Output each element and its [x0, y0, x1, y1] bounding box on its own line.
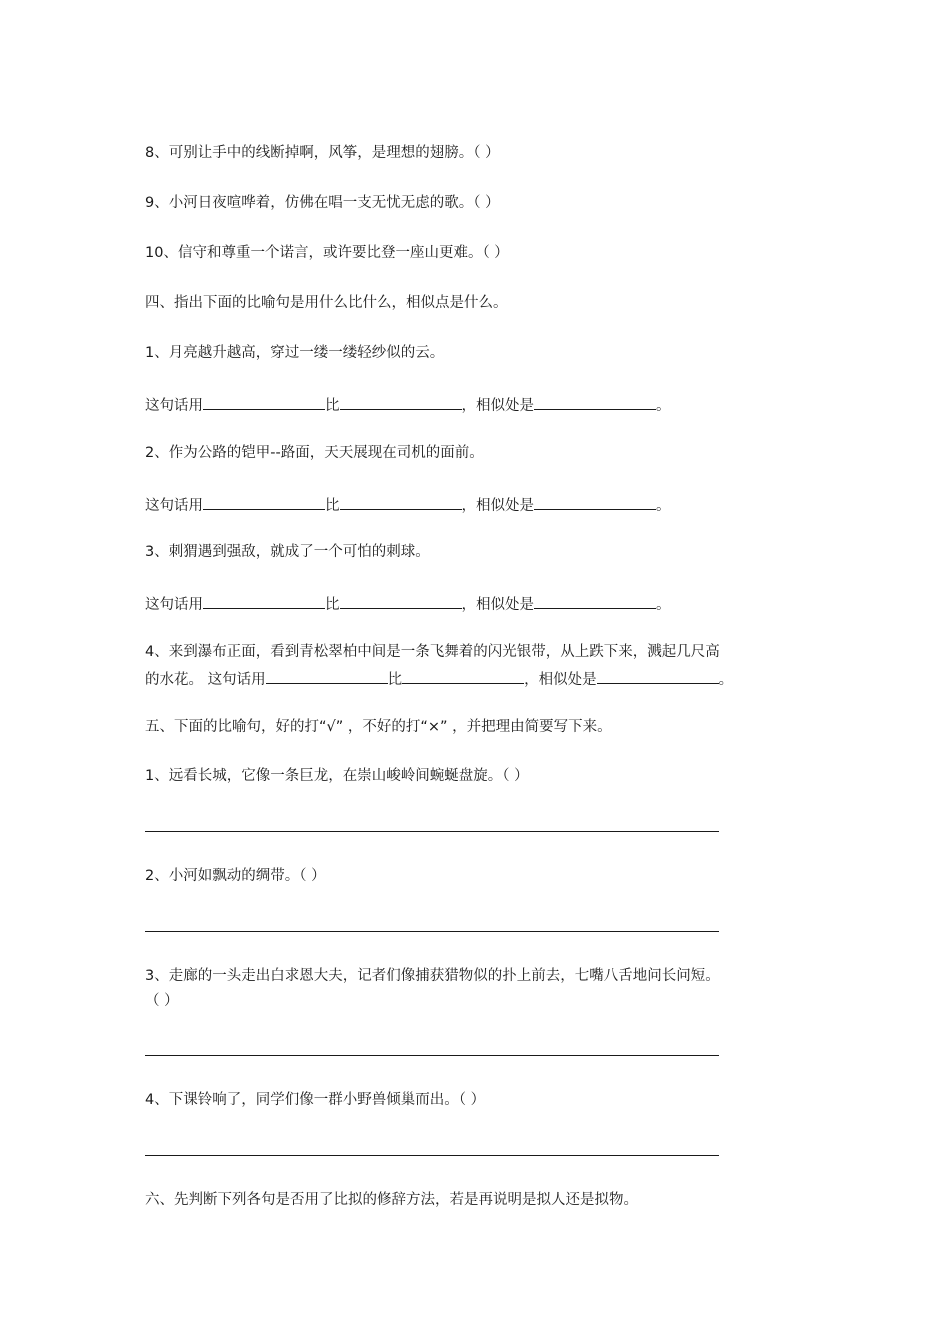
- fill-blank-vehicle[interactable]: [340, 592, 462, 609]
- fill-label-start: 这句话用: [145, 498, 203, 514]
- section-6-heading: 六、先判断下列各句是否用了比拟的修辞方法，若是再说明是拟人还是拟物。: [145, 1192, 638, 1208]
- fill-blank-tenor[interactable]: [203, 592, 325, 609]
- s5-question-4: 4、下课铃响了，同学们像一群小野兽倾巢而出。（ ）: [145, 1092, 486, 1108]
- s4-question-4-line2: [145, 667, 733, 690]
- fill-label-start: 这句话用: [145, 398, 203, 414]
- fill-blank-vehicle[interactable]: [402, 667, 524, 684]
- s4-question-2: 2、作为公路的铠甲--路面，天天展现在司机的面前。: [145, 445, 484, 461]
- s4-question-3: 3、刺猬遇到强敌，就成了一个可怕的刺球。: [145, 544, 430, 560]
- fill-blank-similarity[interactable]: [534, 493, 656, 510]
- s4-question-4-line1: 4、来到瀑布正面，看到青松翠柏中间是一条飞舞着的闪光银带，从上跌下来，溅起几尺高: [145, 644, 720, 660]
- fill-label-mid: 比: [325, 398, 340, 414]
- question-10: 10、信守和尊重一个诺言，或许要比登一座山更难。（ ）: [145, 245, 509, 261]
- fill-period: 。: [656, 398, 671, 414]
- fill-blank-similarity[interactable]: [534, 393, 656, 410]
- question-8: 8、可别让手中的线断掉啊，风筝，是理想的翅膀。（ ）: [145, 145, 500, 161]
- s5-question-2: 2、小河如飘动的绸带。（ ）: [145, 868, 326, 884]
- fill-label-mid: 比: [325, 498, 340, 514]
- fill-blank-tenor[interactable]: [203, 493, 325, 510]
- s4-fill-line-2: [145, 493, 671, 516]
- fill-label-start: 这句话用: [145, 597, 203, 613]
- fill-blank-similarity[interactable]: [597, 667, 719, 684]
- answer-line[interactable]: [145, 931, 719, 932]
- s5-question-3-line2: （ ）: [145, 993, 179, 1009]
- fill-label-mid: 比: [387, 672, 403, 688]
- fill-label-end: ，相似处是: [461, 498, 534, 514]
- fill-blank-tenor[interactable]: [203, 393, 325, 410]
- fill-blank-similarity[interactable]: [534, 592, 656, 609]
- s4-fill-line-1: [145, 393, 671, 416]
- s4-question-1: 1、月亮越升越高，穿过一缕一缕轻纱似的云。: [145, 345, 445, 361]
- answer-line[interactable]: [145, 1055, 719, 1056]
- fill-label-end: ，相似处是: [524, 672, 597, 688]
- s5-question-1: 1、远看长城，它像一条巨龙，在崇山峻岭间蜿蜒盘旋。（ ）: [145, 768, 529, 784]
- s4-fill-line-3: [145, 592, 671, 615]
- answer-line[interactable]: [145, 1155, 719, 1156]
- fill-blank-vehicle[interactable]: [340, 493, 462, 510]
- fill-blank-vehicle[interactable]: [340, 393, 462, 410]
- fill-period: 。: [656, 498, 671, 514]
- fill-label-start: 的水花。 这句话用: [145, 672, 266, 688]
- fill-label-mid: 比: [325, 597, 340, 613]
- fill-period: 。: [656, 597, 671, 613]
- section-4-heading: 四、指出下面的比喻句是用什么比什么，相似点是什么。: [145, 295, 508, 311]
- question-9: 9、小河日夜喧哗着，仿佛在唱一支无忧无虑的歌。（ ）: [145, 195, 500, 211]
- s5-question-3-line1: 3、走廊的一头走出白求恩大夫，记者们像捕获猎物似的扑上前去，七嘴八舌地问长问短。: [145, 968, 720, 984]
- fill-period: 。: [718, 672, 734, 688]
- section-5-heading: 五、下面的比喻句，好的打“√” ，不好的打“×” ，并把理由简要写下来。: [145, 719, 612, 735]
- fill-label-end: ，相似处是: [461, 398, 534, 414]
- fill-label-end: ，相似处是: [461, 597, 534, 613]
- answer-line[interactable]: [145, 831, 719, 832]
- fill-blank-tenor[interactable]: [266, 667, 388, 684]
